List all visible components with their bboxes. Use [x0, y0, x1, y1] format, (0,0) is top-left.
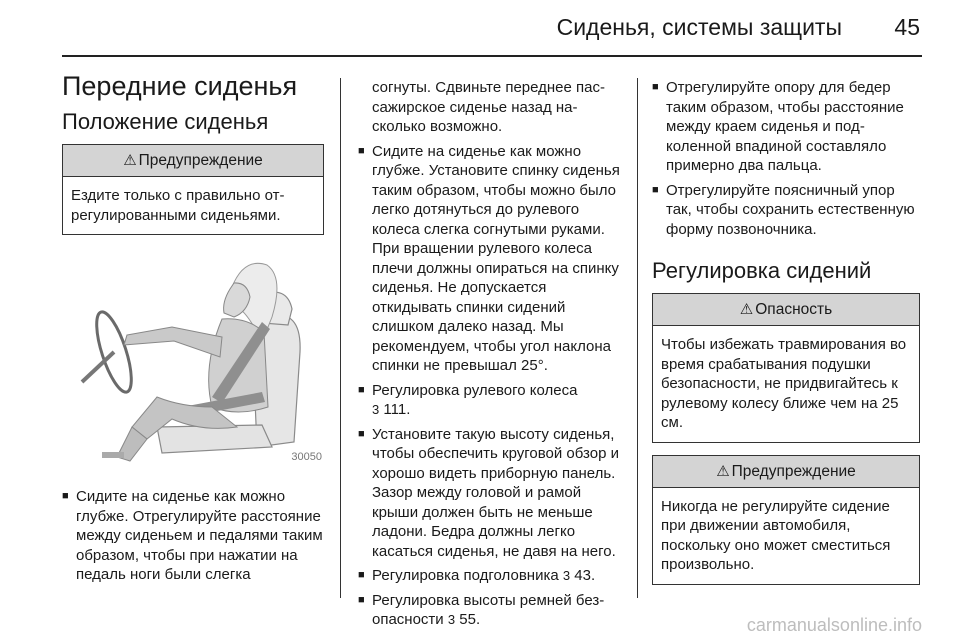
warning-box-heading: ⚠ Предупреждение — [63, 145, 323, 177]
bullet-icon: ■ — [358, 383, 365, 396]
danger-box — [652, 293, 920, 443]
bullet-icon: ■ — [358, 144, 365, 157]
column-1 — [62, 70, 324, 590]
warning-box-text: Ездите только с правильно отрегулированными сиденьями. — [71, 187, 285, 224]
page-reference[interactable]: 43. — [574, 567, 596, 584]
page-reference[interactable]: 111. — [383, 401, 411, 418]
bullet-icon: ■ — [652, 81, 659, 93]
warning-icon: ⚠ — [716, 462, 730, 480]
bullet-icon: ■ — [358, 427, 365, 440]
bullet-icon: ■ — [62, 490, 69, 502]
driver-seat-illustration — [62, 257, 324, 467]
section-title: Передние сиденья — [62, 71, 298, 101]
bullet-icon: ■ — [358, 593, 365, 606]
warning-box — [62, 144, 324, 235]
continuation-text: согнуты. Сдвиньте переднее пассажирское сиденье назад насколько возможно. — [372, 79, 605, 135]
watermark: carmanualsonline.info — [746, 615, 922, 635]
column-divider-1 — [340, 78, 341, 598]
warning-box-text: Никогда не регулируйте сидение при движении автомобиля, поскольку оно может сместиться произвольно. — [661, 497, 891, 573]
column-divider-2 — [637, 78, 638, 598]
subsection-title-seat-adjustment: Регулировка сидений — [652, 258, 872, 283]
list-item: ■ Установите такую высоту сиденья, чтобы обеспечить круговой обзор и хорошо видеть приборную панель. Зазор между головой и рамой крыши должен быть не меньше ладони. Бедра должны легко касаться сиденья, не давя на него. — [358, 425, 619, 560]
column-2 — [358, 78, 622, 635]
warning-box-heading: ⚠ Предупреждение — [653, 456, 919, 488]
bullet-icon: ■ — [358, 569, 365, 581]
header-rule — [62, 55, 922, 57]
list-item: ■ Сидите на сиденье как можно глубже. Установите спинку сиденья таким образом, чтобы можно было легко дотянуться до рулевого колеса слегка согнутыми руками. При вращении рулевого колеса плечи должны опираться на спинку сиденья. Не допускается откидывать спинки сидений слишком далеко назад. Мы рекомендуем, чтобы угол наклона спинки не превышал 25°. — [358, 142, 620, 374]
bullet-icon: ■ — [652, 183, 659, 196]
reference-arrow-icon: 3 — [372, 402, 380, 417]
list-item: ■ Отрегулируйте опору для бедер таким образом, чтобы расстояние между краем сиденья и подколенной впадиной составляло примерно два пальца. — [652, 79, 904, 174]
column-3 — [652, 78, 920, 597]
page-number: 45 — [894, 14, 920, 40]
reference-arrow-icon: 3 — [447, 612, 456, 627]
reference-arrow-icon: 3 — [562, 568, 571, 583]
warning-icon: ⚠ — [123, 152, 137, 169]
page-reference[interactable]: 55. — [459, 611, 481, 628]
figure-code: 30050 — [291, 451, 322, 463]
list-item: ■ Отрегулируйте поясничный упор так, чтобы сохранить естественную форму позвоночника. — [652, 181, 915, 238]
warning-box — [652, 455, 920, 585]
warning-icon: ⚠ — [739, 301, 754, 318]
list-item: ■ Регулировка высоты ремней безопасности 3 55. — [358, 591, 605, 628]
danger-box-heading: ⚠ Опасность — [653, 294, 919, 326]
header-title: Сиденья, системы защиты — [556, 14, 842, 40]
seated-driver-illustration — [62, 257, 324, 467]
list-item: ■ Сидите на сиденье как можно глубже. Отрегулируйте расстояние между сиденьем и педалями таким образом, чтобы при нажатии на педаль ноги были слегка — [62, 488, 323, 583]
subsection-title-seat-position: Положение сиденья — [62, 109, 269, 134]
danger-box-text: Чтобы избежать травмирования во время срабатывания подушки безопасности, не придвигайтесь к рулевому колесу ближе чем на 25 см. — [661, 336, 907, 431]
list-item: ■ Регулировка рулевого колеса 3 111. — [358, 381, 578, 418]
list-item: ■ Регулировка подголовника 3 43. — [358, 567, 596, 584]
